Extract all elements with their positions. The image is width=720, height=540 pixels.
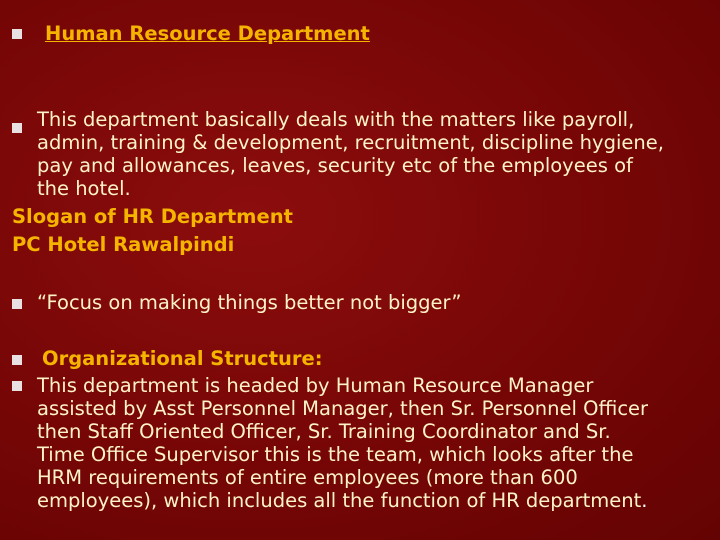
- structure-line: HRM requirements of entire employees (more than 600: [37, 466, 578, 489]
- structure-line: then Staff Oriented Officer, Sr. Training Coordinator and Sr.: [37, 420, 611, 443]
- structure-line-text: employees), which includes all the function of HR department: [37, 489, 642, 512]
- description-line: pay and allowances, leaves, security etc of the employees of: [37, 154, 633, 177]
- bullet-square-icon: [12, 381, 22, 391]
- structure-heading: Organizational Structure:: [42, 347, 323, 370]
- structure-end-period: .: [641, 489, 648, 512]
- slogan-quote: “Focus on making things better not bigger”: [37, 291, 462, 314]
- bullet-square-icon: [12, 299, 22, 309]
- structure-paragraph: [37, 374, 648, 512]
- bullet-square-icon: [12, 29, 22, 39]
- description-line: admin, training & development, recruitment, discipline hygiene,: [37, 131, 664, 154]
- slogan-org: PC Hotel Rawalpindi: [12, 233, 235, 256]
- structure-line: This department is headed by Human Resource Manager: [37, 374, 594, 397]
- structure-line: assisted by Asst Personnel Manager, then Sr. Personnel Officer: [37, 397, 649, 420]
- description-line: the hotel.: [37, 177, 131, 200]
- page-title: Human Resource Department: [45, 22, 370, 45]
- description-paragraph: [37, 108, 664, 200]
- structure-line: Time Office Supervisor this is the team, which looks after the: [37, 443, 634, 466]
- bullet-square-icon: [12, 355, 22, 365]
- bullet-square-icon: [12, 123, 22, 133]
- structure-line: [37, 489, 648, 512]
- description-line: This department basically deals with the matters like payroll,: [37, 108, 635, 131]
- slogan-title: Slogan of HR Department: [12, 205, 293, 228]
